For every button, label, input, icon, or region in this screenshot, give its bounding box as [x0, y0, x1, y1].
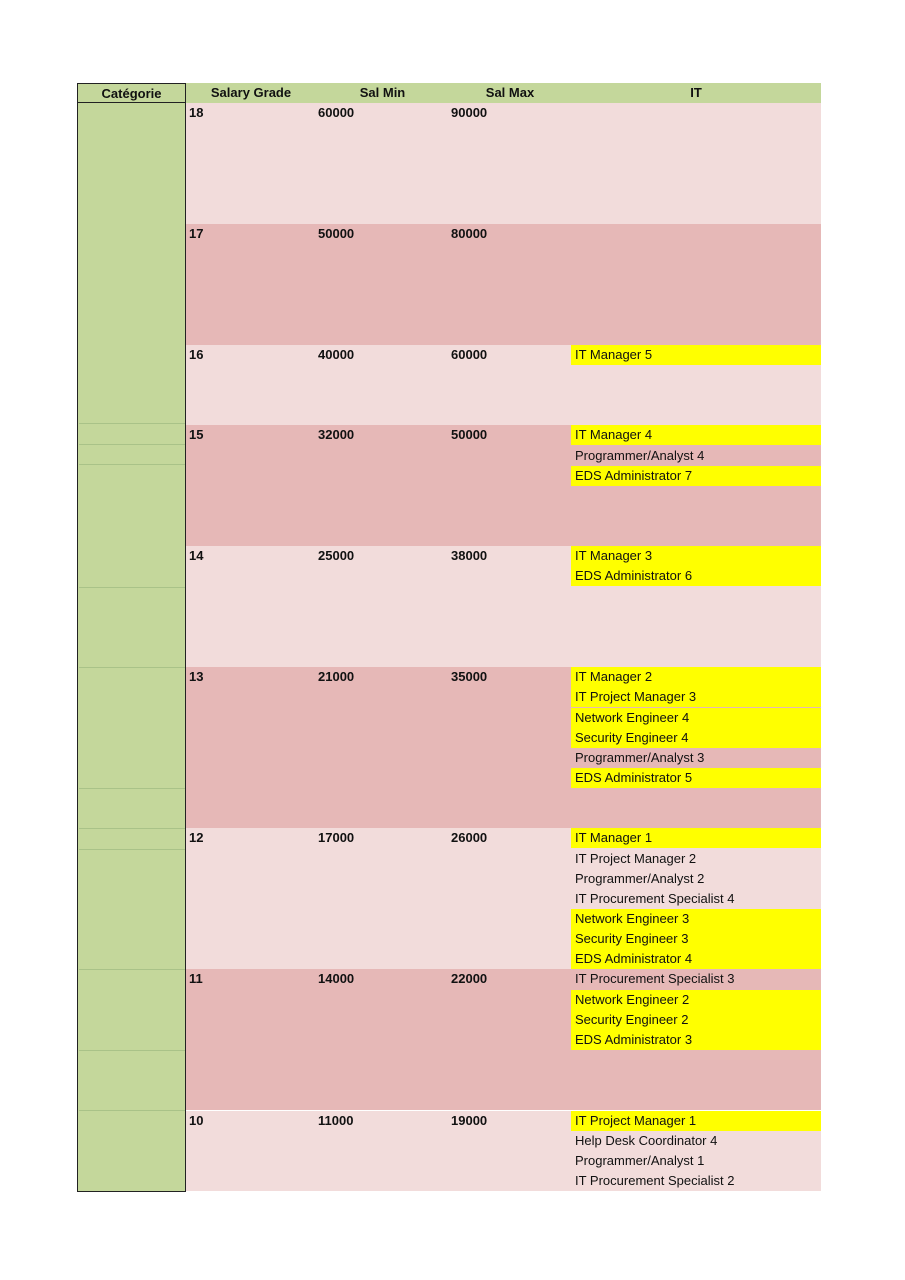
sal-max-cell: 35000 [451, 669, 488, 685]
category-column [77, 103, 186, 1192]
category-row-line [79, 788, 185, 789]
header-categorie: Catégorie [77, 83, 186, 103]
sal-min-cell: 40000 [318, 346, 355, 362]
salary-grade-cell: 13 [189, 669, 204, 685]
it-job-title: Network Engineer 2 [571, 990, 821, 1010]
it-job-title: Programmer/Analyst 4 [575, 447, 705, 463]
header-sal-min: Sal Min [316, 83, 449, 103]
category-row-line [79, 1110, 185, 1111]
header-salary-grade: Salary Grade [186, 83, 316, 103]
it-job-title: IT Procurement Specialist 2 [575, 1172, 735, 1188]
it-job-title: EDS Administrator 6 [571, 566, 821, 586]
it-job-title: EDS Administrator 3 [571, 1030, 821, 1050]
category-row-line [79, 464, 185, 465]
it-job-title: Security Engineer 2 [571, 1010, 821, 1030]
header-it: IT [571, 83, 821, 103]
it-job-title: Help Desk Coordinator 4 [575, 1132, 718, 1148]
category-row-line [79, 587, 185, 588]
sal-min-cell: 14000 [318, 971, 355, 987]
salary-grade-cell: 17 [189, 225, 204, 241]
sal-max-cell: 26000 [451, 830, 488, 846]
it-job-title: Network Engineer 4 [571, 708, 821, 728]
category-row-line [79, 828, 185, 829]
it-job-title: EDS Administrator 4 [571, 949, 821, 969]
salary-grade-cell: 14 [189, 548, 204, 564]
category-row-line [79, 969, 185, 970]
category-row-line [79, 1050, 185, 1051]
it-job-title: EDS Administrator 5 [571, 768, 821, 788]
salary-grade-cell: 11 [189, 971, 203, 987]
header-sal-max: Sal Max [449, 83, 571, 103]
it-job-title: EDS Administrator 7 [571, 466, 821, 486]
it-job-title: Programmer/Analyst 1 [575, 1152, 705, 1168]
it-job-title: IT Manager 1 [571, 828, 821, 848]
it-job-title: Network Engineer 3 [571, 909, 821, 929]
it-job-title: IT Project Manager 2 [575, 850, 697, 866]
it-job-title: IT Manager 3 [571, 546, 821, 566]
sal-min-cell: 21000 [318, 669, 355, 685]
it-job-title: IT Manager 4 [571, 425, 821, 445]
category-row-line [79, 444, 185, 445]
sal-min-cell: 25000 [318, 548, 355, 564]
it-job-title: Security Engineer 3 [571, 929, 821, 949]
it-job-title: IT Procurement Specialist 4 [575, 890, 735, 906]
salary-grade-cell: 18 [189, 105, 204, 120]
category-row-line [79, 667, 185, 668]
category-row-line [79, 849, 185, 850]
it-job-title: IT Procurement Specialist 3 [575, 971, 735, 987]
salary-grade-cell: 10 [189, 1112, 204, 1128]
sal-min-cell: 50000 [318, 225, 355, 241]
it-job-title: Programmer/Analyst 2 [575, 870, 705, 886]
category-row-line [79, 423, 185, 424]
it-job-title: IT Project Manager 3 [571, 687, 821, 707]
sal-max-cell: 38000 [451, 548, 488, 564]
sal-max-cell: 50000 [451, 427, 488, 443]
salary-grade-cell: 15 [189, 427, 204, 443]
it-job-title: Programmer/Analyst 3 [575, 749, 705, 765]
sal-min-cell: 32000 [318, 427, 355, 443]
sal-max-cell: 90000 [451, 105, 488, 120]
sal-min-cell: 11000 [318, 1112, 354, 1128]
salary-grade-cell: 16 [189, 346, 204, 362]
sal-max-cell: 60000 [451, 346, 488, 362]
sal-max-cell: 80000 [451, 225, 488, 241]
sal-max-cell: 22000 [451, 971, 488, 987]
sal-min-cell: 17000 [318, 830, 355, 846]
sal-max-cell: 19000 [451, 1112, 488, 1128]
it-job-title: Security Engineer 4 [571, 728, 821, 748]
sal-min-cell: 60000 [318, 105, 355, 120]
salary-grade-cell: 12 [189, 830, 204, 846]
it-job-title: IT Manager 5 [571, 345, 821, 365]
it-job-title: IT Manager 2 [571, 667, 821, 687]
it-job-title: IT Project Manager 1 [571, 1111, 821, 1131]
